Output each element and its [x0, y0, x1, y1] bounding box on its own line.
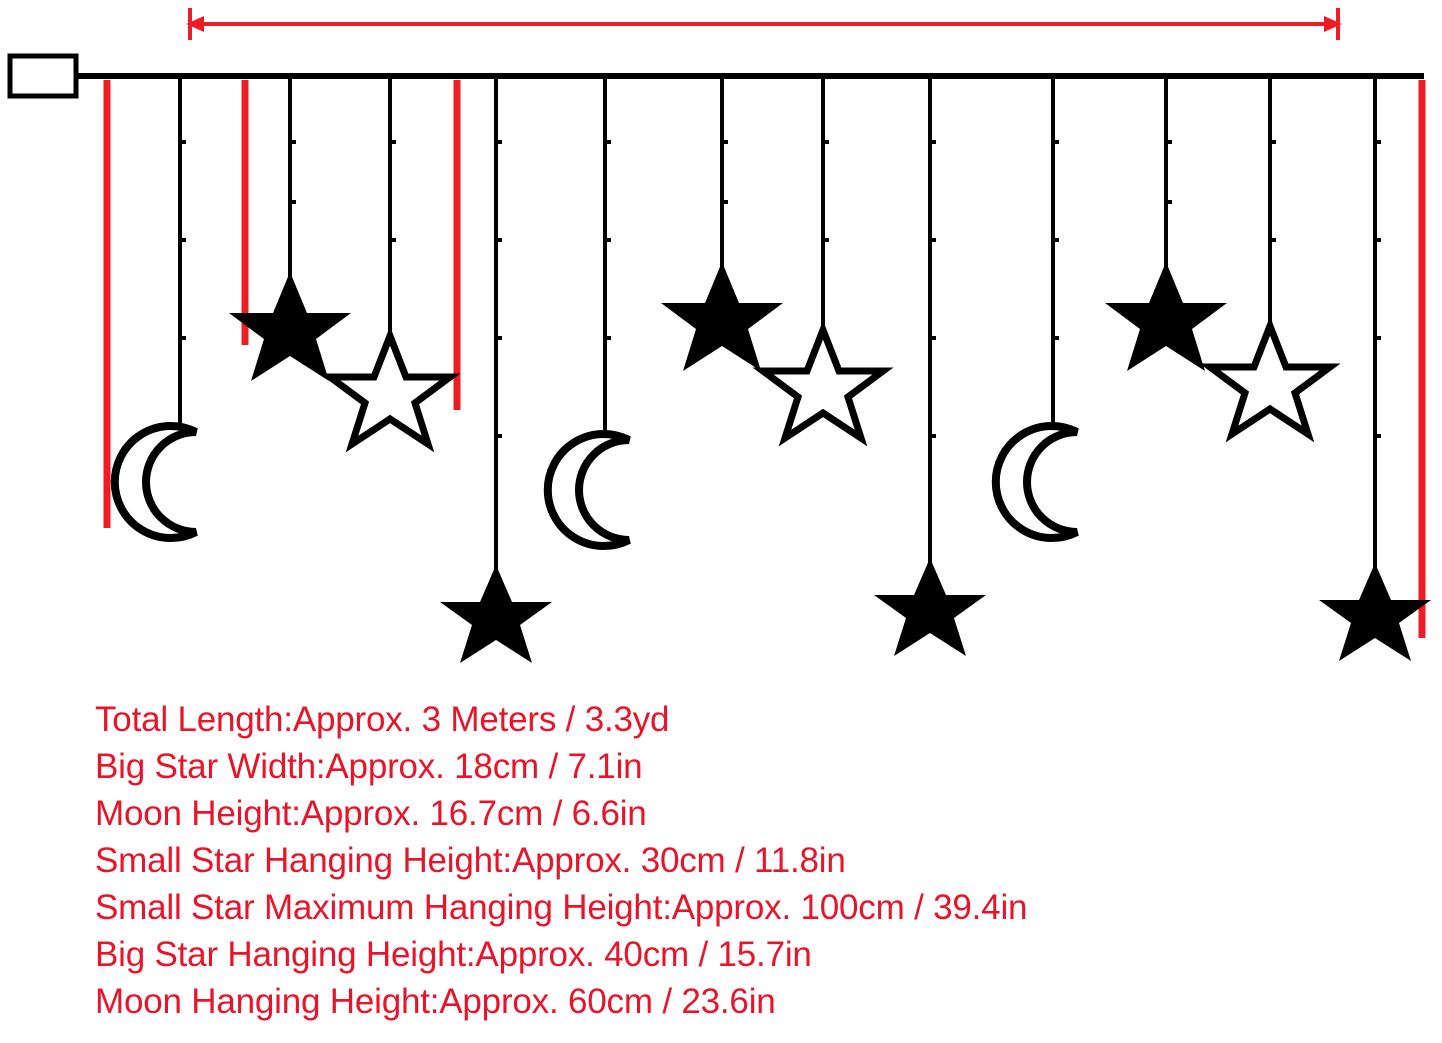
spec-total-length: Total Length:Approx. 3 Meters / 3.3yd: [95, 700, 670, 739]
spec-big-star-width: Big Star Width:Approx. 18cm / 7.1in: [95, 747, 643, 786]
small-star-filled-icon: [440, 565, 552, 663]
small-star-outline-icon: [330, 336, 450, 444]
small-star-filled-icon: [1319, 563, 1431, 661]
spec-big-star-hanging-height: Big Star Hanging Height:Approx. 40cm / 15.7in: [95, 935, 812, 974]
small-star-filled-icon: [874, 558, 986, 656]
moon-outline-icon: [548, 434, 629, 546]
moon-outline-icon: [996, 426, 1077, 538]
small-star-outline-icon: [763, 330, 883, 438]
specification-list: [95, 696, 1425, 1025]
small-star-outline-icon: [1210, 326, 1330, 434]
total-length-measure-arrow: [186, 8, 1342, 40]
hanging-strands: [180, 76, 1375, 582]
big-star-filled-icon: [1105, 262, 1227, 371]
spec-small-star-hanging-height: Small Star Hanging Height:Approx. 30cm / 11.8in: [95, 841, 846, 880]
spec-moon-height: Moon Height:Approx. 16.7cm / 6.6in: [95, 794, 647, 833]
big-star-filled-icon: [661, 262, 783, 371]
spec-moon-hanging-height: Moon Hanging Height:Approx. 60cm / 23.6in: [95, 982, 776, 1021]
spec-small-star-max-hanging-height: Small Star Maximum Hanging Height:Approx. 100cm / 39.4in: [95, 888, 1028, 927]
moon-outline-icon: [115, 426, 196, 538]
